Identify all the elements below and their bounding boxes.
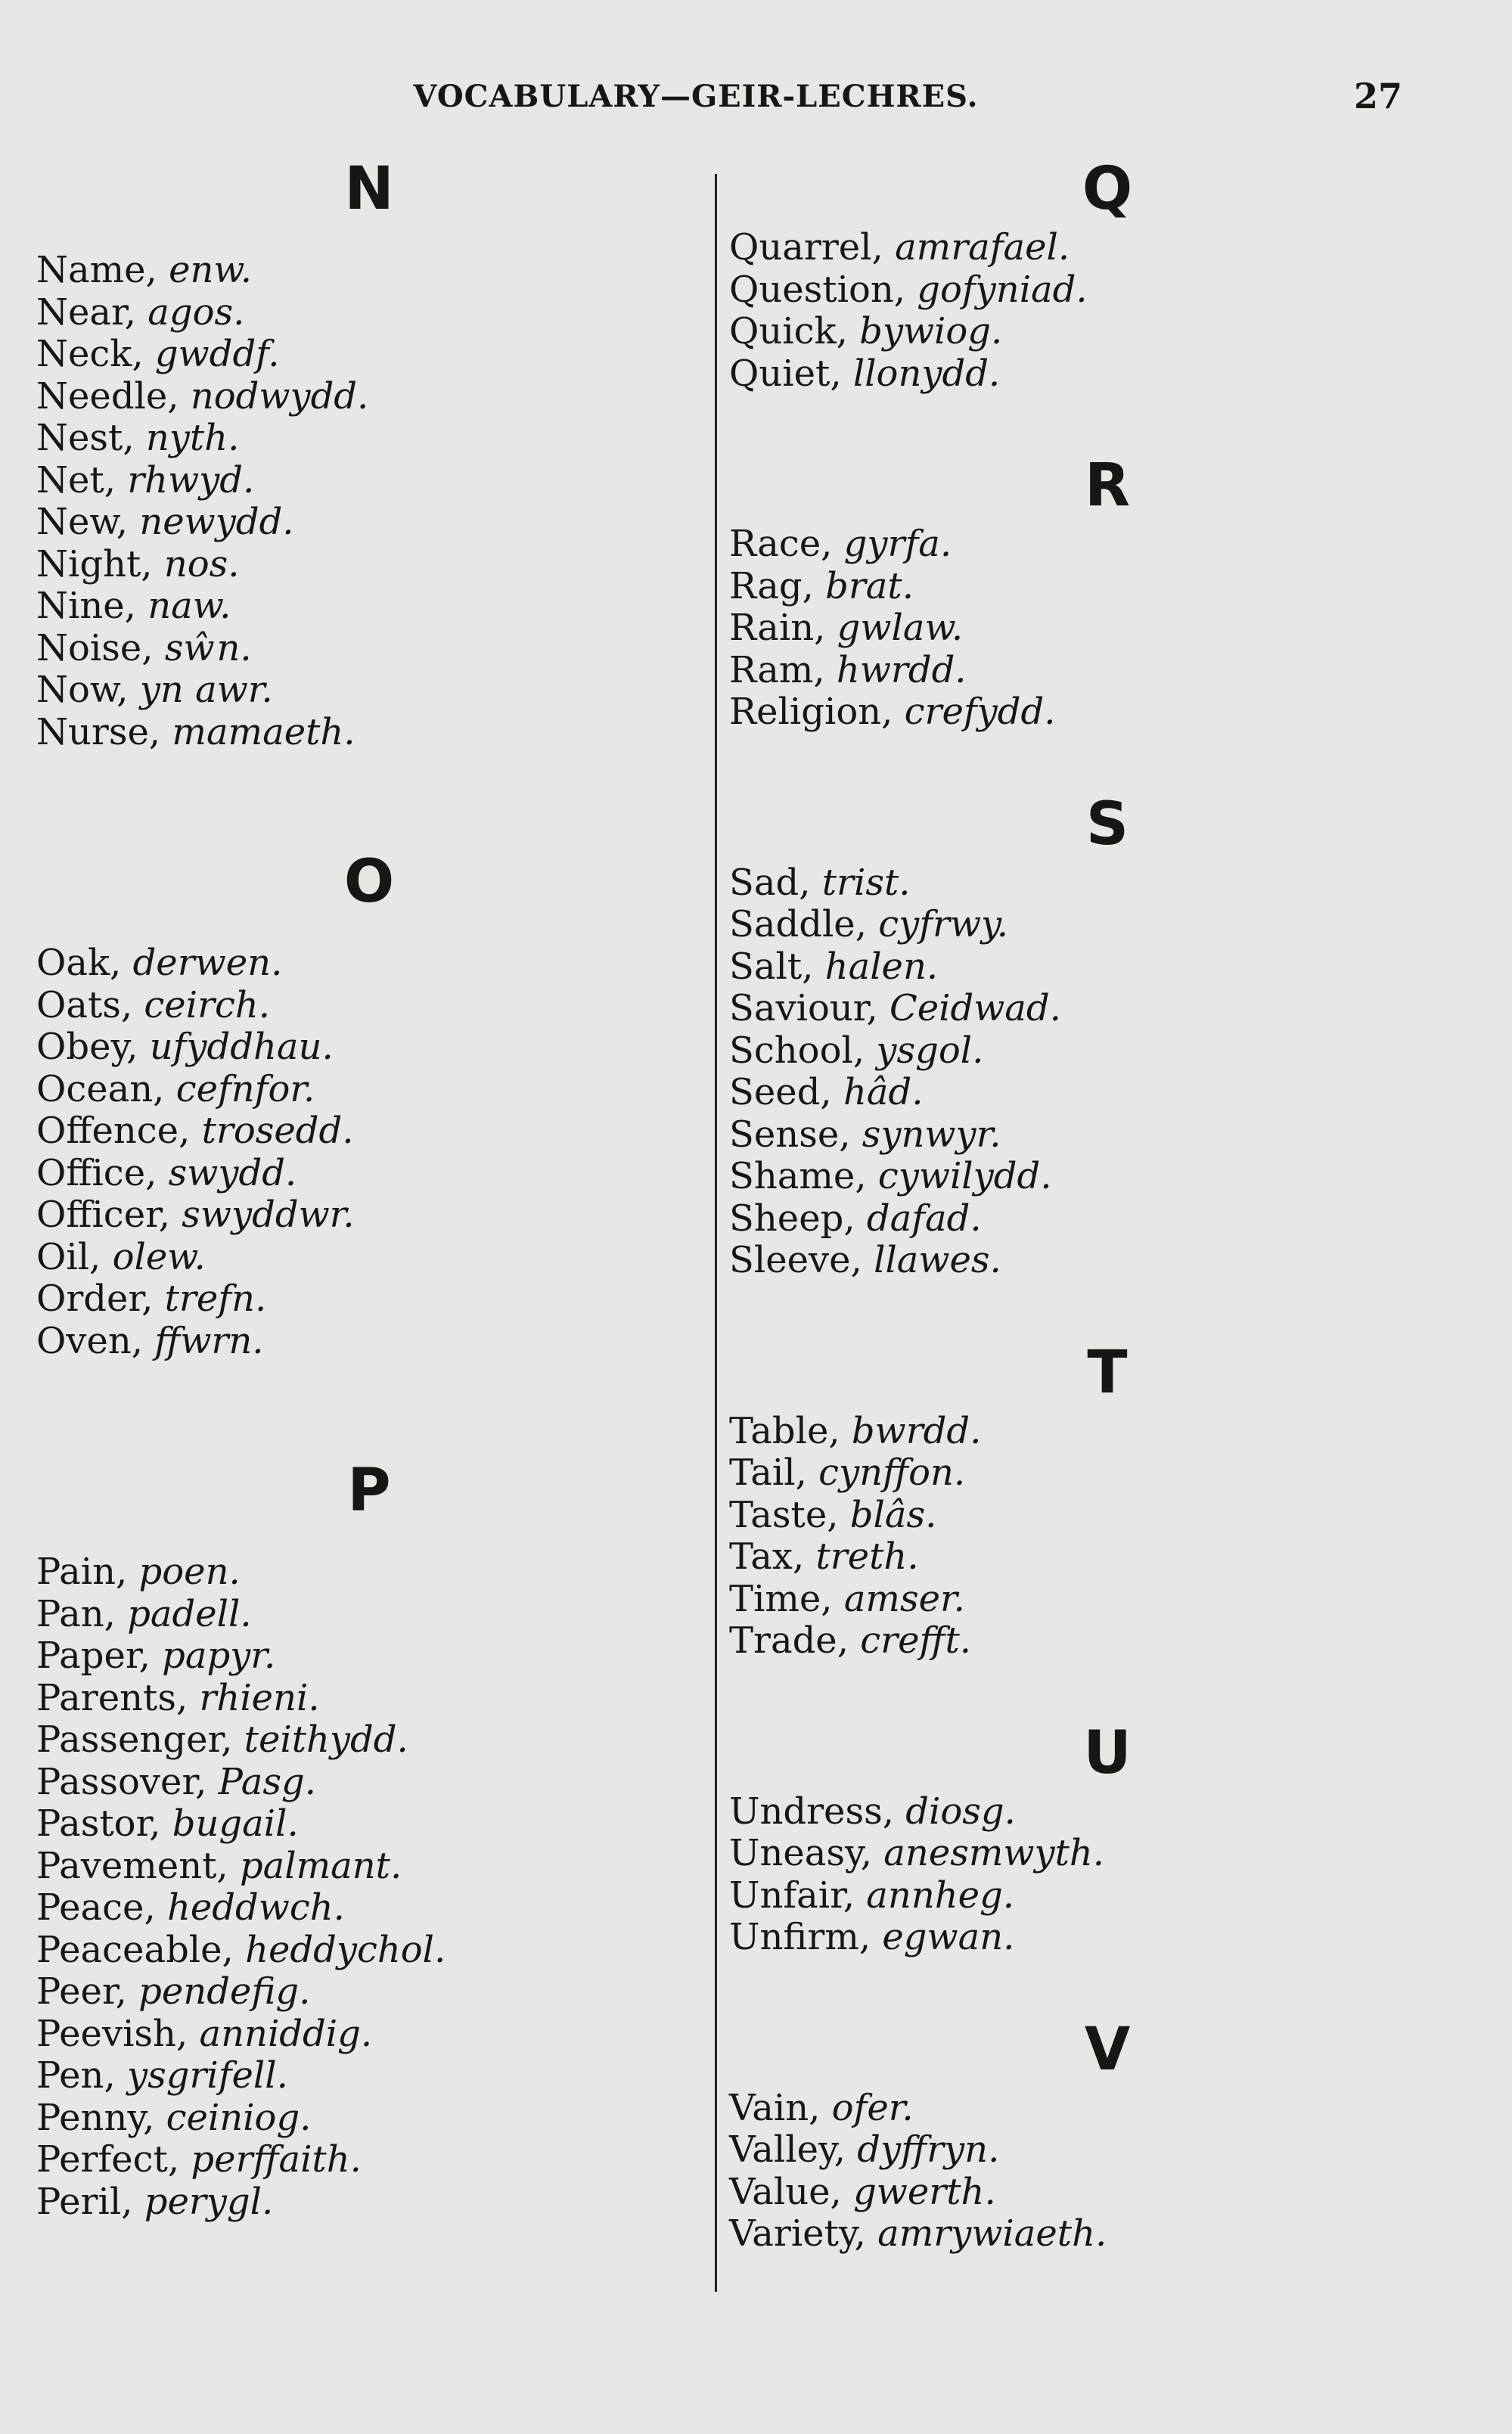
- welsh-word: gwerth.: [853, 2170, 996, 2213]
- english-word: Neck,: [36, 333, 144, 375]
- vocab-entry: [729, 1495, 1486, 1537]
- welsh-word: perffaith.: [191, 2138, 362, 2181]
- english-word: Nurse,: [36, 710, 161, 753]
- english-word: Nest,: [36, 417, 135, 459]
- vocab-entry: [36, 2097, 702, 2140]
- welsh-word: gyrfa.: [843, 523, 952, 565]
- vocab-section-q: [729, 151, 1486, 395]
- welsh-word: ceiniog.: [166, 2096, 312, 2139]
- vocab-entry: [729, 1030, 1486, 1073]
- welsh-word: ceirch.: [144, 983, 271, 1026]
- english-word: Tax,: [729, 1535, 805, 1578]
- english-word: Pastor,: [36, 1802, 161, 1845]
- right-column: [729, 151, 1486, 2255]
- vocab-entry: [36, 460, 702, 502]
- english-word: Sheep,: [729, 1197, 855, 1240]
- welsh-word: hâd.: [843, 1071, 924, 1113]
- english-word: Near,: [36, 290, 136, 334]
- welsh-word: swydd.: [168, 1151, 297, 1194]
- welsh-word: ysgol.: [876, 1029, 984, 1072]
- welsh-word: crefydd.: [904, 691, 1056, 733]
- english-word: Uneasy,: [729, 1832, 873, 1874]
- welsh-word: Ceidwad.: [889, 987, 1061, 1029]
- vocab-entry: [36, 501, 702, 544]
- english-word: Obey,: [36, 1026, 138, 1068]
- vocab-entry: [729, 566, 1486, 608]
- vocab-entry: [729, 607, 1486, 650]
- english-word: Race,: [729, 523, 833, 565]
- welsh-word: crefft.: [860, 1619, 972, 1662]
- english-word: Saddle,: [729, 903, 867, 945]
- vocab-entry: [729, 1791, 1486, 1833]
- vocab-entry: [729, 1072, 1486, 1114]
- left-column: [36, 151, 702, 2223]
- welsh-word: enw.: [169, 249, 253, 291]
- english-word: Offence,: [36, 1110, 191, 1152]
- vocab-entry: [36, 334, 702, 376]
- welsh-word: naw.: [147, 585, 231, 627]
- welsh-word: Pasg.: [218, 1760, 317, 1803]
- section-letter: S: [1085, 790, 1129, 858]
- english-word: Passover,: [36, 1760, 207, 1803]
- english-word: Peril,: [36, 2180, 133, 2223]
- entry-list: [36, 942, 702, 1362]
- english-word: Order,: [36, 1278, 154, 1320]
- welsh-word: rhwyd.: [127, 458, 255, 501]
- vocab-entry: [36, 1930, 702, 1972]
- entry-list: [36, 1551, 702, 2223]
- welsh-word: heddwch.: [166, 1886, 345, 1929]
- vocab-entry: [729, 904, 1486, 946]
- english-word: Value,: [729, 2170, 842, 2213]
- section-letter: V: [1084, 2015, 1131, 2084]
- english-word: New,: [36, 501, 129, 543]
- vocab-entry: [36, 1278, 702, 1321]
- english-word: Unfirm,: [729, 1916, 871, 1958]
- english-word: Oven,: [36, 1319, 144, 1362]
- vocab-entry: [36, 544, 702, 586]
- english-word: Variety,: [729, 2212, 866, 2255]
- section-letter: P: [347, 1457, 391, 1525]
- section-spacer: [36, 1362, 702, 1453]
- vocab-section-o: [36, 844, 702, 1362]
- welsh-word: cyfrwy.: [878, 903, 1009, 945]
- welsh-word: amrywiaeth.: [877, 2212, 1107, 2255]
- vocab-entry: [36, 1026, 702, 1069]
- welsh-word: olew.: [112, 1235, 206, 1278]
- welsh-word: trefn.: [164, 1278, 267, 1320]
- vocab-entry: [36, 1110, 702, 1153]
- vocab-entry: [729, 2088, 1486, 2130]
- vocab-entry: [729, 2172, 1486, 2214]
- vocab-entry: [36, 712, 702, 754]
- welsh-word: gwddf.: [154, 333, 280, 375]
- welsh-word: synwyr.: [862, 1113, 1001, 1156]
- welsh-word: ffwrn.: [154, 1319, 264, 1362]
- welsh-word: newydd.: [139, 501, 294, 543]
- english-word: Now,: [36, 669, 129, 711]
- english-word: Table,: [729, 1409, 840, 1452]
- welsh-word: swyddwr.: [182, 1194, 355, 1236]
- entry-list: [729, 1791, 1486, 1959]
- english-word: School,: [729, 1029, 865, 1072]
- vocab-entry: [36, 1635, 702, 1678]
- english-word: Taste,: [729, 1493, 839, 1536]
- english-word: Nine,: [36, 585, 136, 627]
- english-word: Undress,: [729, 1790, 894, 1833]
- english-word: Office,: [36, 1151, 157, 1194]
- vocab-entry: [36, 2055, 702, 2097]
- section-spacer: [36, 753, 702, 844]
- welsh-word: ufyddhau.: [149, 1026, 334, 1068]
- welsh-word: heddychol.: [245, 1928, 446, 1971]
- english-word: Ram,: [729, 648, 825, 691]
- vocab-entry: [729, 650, 1486, 692]
- english-word: Pavement,: [36, 1844, 228, 1887]
- english-word: Paper,: [36, 1635, 151, 1677]
- welsh-word: palmant.: [239, 1844, 402, 1887]
- english-word: Net,: [36, 458, 116, 501]
- english-word: Seed,: [729, 1071, 832, 1113]
- english-word: Tail,: [729, 1451, 807, 1494]
- vocab-entry: [36, 2181, 702, 2224]
- welsh-word: dyffryn.: [857, 2128, 1000, 2171]
- welsh-word: anniddig.: [199, 2012, 373, 2055]
- vocab-entry: [729, 1620, 1486, 1663]
- english-word: Sad,: [729, 861, 811, 904]
- vocab-entry: [36, 585, 702, 628]
- english-word: Salt,: [729, 945, 814, 988]
- vocab-entry: [36, 1846, 702, 1888]
- vocab-entry: [729, 1579, 1486, 1621]
- vocab-entry: [36, 628, 702, 670]
- vocab-section-t: [729, 1335, 1486, 1663]
- vocab-entry: [729, 946, 1486, 989]
- welsh-word: trosedd.: [201, 1110, 354, 1152]
- welsh-word: llawes.: [874, 1239, 1001, 1281]
- welsh-word: ofer.: [831, 2086, 914, 2129]
- english-word: Sleeve,: [729, 1239, 862, 1281]
- welsh-word: nos.: [163, 542, 240, 585]
- welsh-word: derwen.: [132, 942, 283, 984]
- welsh-word: llonydd.: [852, 352, 1001, 395]
- welsh-word: dafad.: [866, 1197, 982, 1240]
- vocab-entry: [36, 1762, 702, 1804]
- english-word: Shame,: [729, 1155, 867, 1197]
- english-word: Oak,: [36, 942, 122, 984]
- vocab-entry: [36, 1237, 702, 1279]
- vocab-entry: [729, 988, 1486, 1030]
- english-word: Question,: [729, 268, 906, 311]
- vocab-entry: [729, 1411, 1486, 1453]
- english-word: Peevish,: [36, 2012, 188, 2055]
- vocab-section-n: [36, 151, 702, 753]
- vocab-entry: [36, 418, 702, 460]
- welsh-word: bugail.: [172, 1802, 299, 1845]
- welsh-word: pendefig.: [138, 1970, 311, 2013]
- vocab-entry: [729, 1452, 1486, 1495]
- vocab-entry: [36, 1551, 702, 1594]
- welsh-word: treth.: [815, 1535, 919, 1578]
- vocab-section-s: [729, 787, 1486, 1282]
- english-word: Rag,: [729, 564, 814, 607]
- vocab-entry: [729, 1875, 1486, 1917]
- section-spacer: [729, 1282, 1486, 1335]
- welsh-word: perygl.: [144, 2180, 274, 2223]
- section-letter: T: [1087, 1338, 1128, 1407]
- vocab-entry: [36, 2013, 702, 2056]
- welsh-word: ysgrifell.: [126, 2054, 288, 2097]
- section-letter: R: [1084, 452, 1131, 520]
- vocab-section-p: [36, 1453, 702, 2223]
- welsh-word: padell.: [127, 1592, 252, 1635]
- welsh-word: agos.: [147, 290, 245, 334]
- welsh-word: cynffon.: [818, 1451, 966, 1494]
- entry-list: [729, 1411, 1486, 1663]
- welsh-word: blâs.: [849, 1493, 937, 1536]
- english-word: Unfair,: [729, 1874, 855, 1917]
- entry-list: [729, 2088, 1486, 2255]
- welsh-word: cywilydd.: [877, 1155, 1052, 1197]
- vocab-entry: [729, 1114, 1486, 1156]
- welsh-word: anesmwyth.: [883, 1832, 1105, 1874]
- english-word: Peace,: [36, 1886, 156, 1929]
- vocab-entry: [36, 250, 702, 292]
- welsh-word: sŵn.: [164, 626, 252, 669]
- vocab-entry: [36, 1594, 702, 1636]
- welsh-word: hwrdd.: [836, 648, 967, 691]
- english-word: Vain,: [729, 2086, 821, 2129]
- english-word: Quick,: [729, 310, 848, 352]
- vocab-section-u: [729, 1715, 1486, 1959]
- section-letter: Q: [1082, 155, 1133, 223]
- welsh-word: halen.: [824, 945, 939, 988]
- vocab-entry: [36, 1069, 702, 1111]
- vocab-section-r: [729, 448, 1486, 734]
- vocab-entry: [729, 523, 1486, 566]
- english-word: Name,: [36, 249, 157, 291]
- english-word: Oats,: [36, 983, 133, 1026]
- english-word: Valley,: [729, 2128, 846, 2171]
- vocab-entry: [729, 691, 1486, 734]
- english-word: Officer,: [36, 1194, 171, 1236]
- welsh-word: cefnfor.: [175, 1067, 315, 1110]
- entry-list: [729, 862, 1486, 1282]
- section-letter: O: [343, 848, 395, 916]
- welsh-word: teithydd.: [244, 1718, 408, 1761]
- section-spacer: [729, 1959, 1486, 2012]
- welsh-word: trist.: [821, 861, 911, 904]
- welsh-word: yn awr.: [139, 669, 273, 711]
- vocab-section-v: [729, 2012, 1486, 2255]
- english-word: Pan,: [36, 1592, 116, 1635]
- vocab-entry: [729, 1917, 1486, 1959]
- vocab-entry: [729, 2213, 1486, 2255]
- welsh-word: poen.: [138, 1551, 241, 1593]
- english-word: Noise,: [36, 626, 154, 669]
- vocab-entry: [36, 292, 702, 334]
- running-title: VOCABULARY—GEIR-LECHRES.: [413, 79, 979, 114]
- english-word: Sense,: [729, 1113, 851, 1156]
- entry-list: [729, 523, 1486, 734]
- vocab-entry: [729, 1240, 1486, 1282]
- vocab-entry: [729, 1156, 1486, 1198]
- vocab-entry: [36, 1887, 702, 1930]
- section-letter: U: [1083, 1718, 1132, 1787]
- welsh-word: egwan.: [882, 1916, 1015, 1958]
- vocab-entry: [729, 1536, 1486, 1579]
- english-word: Rain,: [729, 607, 826, 649]
- english-word: Passenger,: [36, 1718, 233, 1761]
- vocab-entry: [36, 376, 702, 418]
- section-spacer: [729, 1663, 1486, 1715]
- vocab-entry: [729, 1833, 1486, 1875]
- vocab-entry: [36, 1719, 702, 1762]
- english-word: Peer,: [36, 1970, 127, 2013]
- vocab-entry: [729, 311, 1486, 353]
- welsh-word: nodwydd.: [190, 374, 369, 418]
- vocab-entry: [36, 1803, 702, 1846]
- vocab-entry: [729, 353, 1486, 396]
- section-spacer: [729, 734, 1486, 787]
- english-word: Needle,: [36, 374, 179, 418]
- welsh-word: bywiog.: [859, 310, 1003, 352]
- vocab-entry: [36, 985, 702, 1027]
- english-word: Perfect,: [36, 2138, 180, 2181]
- section-letter: N: [344, 155, 394, 223]
- vocab-entry: [36, 2139, 702, 2181]
- english-word: Trade,: [729, 1619, 849, 1662]
- english-word: Parents,: [36, 1676, 188, 1719]
- welsh-word: diosg.: [905, 1790, 1016, 1833]
- welsh-word: rhieni.: [199, 1676, 320, 1719]
- welsh-word: papyr.: [162, 1635, 276, 1677]
- english-word: Pen,: [36, 2054, 116, 2097]
- vocab-entry: [36, 669, 702, 712]
- vocab-entry: [36, 942, 702, 985]
- english-word: Quiet,: [729, 352, 842, 395]
- entry-list: [729, 227, 1486, 395]
- vocab-entry: [729, 227, 1486, 269]
- section-spacer: [729, 395, 1486, 448]
- vocab-entry: [36, 1321, 702, 1363]
- page-number: 27: [1354, 76, 1403, 116]
- vocab-entry: [729, 1198, 1486, 1240]
- welsh-word: mamaeth.: [172, 710, 355, 753]
- english-word: Religion,: [729, 691, 893, 733]
- english-word: Peaceable,: [36, 1928, 234, 1971]
- vocab-entry: [729, 269, 1486, 312]
- welsh-word: amrafael.: [895, 226, 1070, 269]
- vocab-entry: [36, 1153, 702, 1195]
- english-word: Time,: [729, 1577, 833, 1620]
- english-word: Penny,: [36, 2096, 155, 2139]
- english-word: Ocean,: [36, 1067, 165, 1110]
- welsh-word: brat.: [825, 564, 914, 607]
- vocab-entry: [36, 1194, 702, 1237]
- welsh-word: gwlaw.: [837, 607, 964, 649]
- vocab-entry: [36, 1971, 702, 2013]
- english-word: Night,: [36, 542, 153, 585]
- welsh-word: bwrdd.: [851, 1409, 982, 1452]
- welsh-word: annheg.: [866, 1874, 1015, 1917]
- entry-list: [36, 250, 702, 753]
- english-word: Oil,: [36, 1235, 101, 1278]
- english-word: Saviour,: [729, 987, 878, 1029]
- vocab-entry: [729, 2129, 1486, 2172]
- welsh-word: nyth.: [145, 417, 240, 459]
- welsh-word: amser.: [843, 1577, 965, 1620]
- welsh-word: gofyniad.: [917, 268, 1088, 311]
- column-divider: [715, 174, 717, 2292]
- vocab-entry: [729, 862, 1486, 905]
- english-word: Quarrel,: [729, 226, 883, 269]
- vocab-entry: [36, 1678, 702, 1720]
- english-word: Pain,: [36, 1551, 128, 1593]
